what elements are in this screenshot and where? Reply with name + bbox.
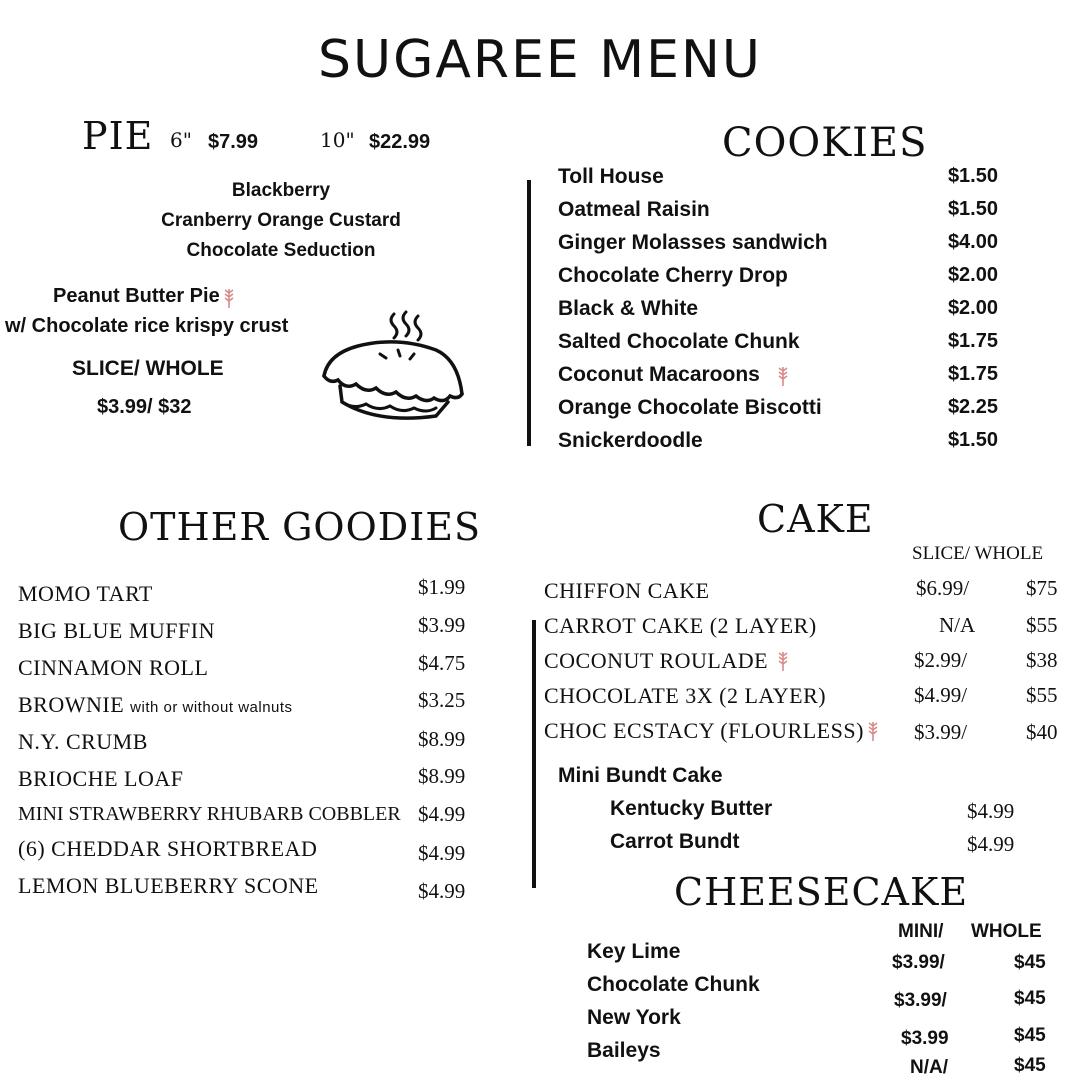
cake-column-label: SLICE/ WHOLE bbox=[912, 543, 1044, 564]
goodie-name: MOMO TART bbox=[18, 581, 153, 606]
cake-name: CHIFFON CAKE bbox=[544, 578, 710, 603]
goodie-name: MINI STRAWBERRY RHUBARB COBBLER bbox=[18, 803, 401, 825]
cake-heading: CAKE bbox=[757, 497, 874, 541]
pie-size-small: 6" bbox=[170, 128, 192, 152]
bundt-price: $4.99 bbox=[967, 799, 1015, 823]
cookie-price: $1.75 bbox=[947, 363, 998, 385]
cheesecake-name: Key Lime bbox=[587, 940, 681, 963]
pie-special-desc: w/ Chocolate rice krispy crust bbox=[5, 315, 289, 337]
cheesecake-heading: CHEESECAKE bbox=[674, 870, 969, 914]
cake-whole-price: $75 bbox=[1026, 576, 1058, 600]
cookie-price: $1.50 bbox=[947, 198, 998, 220]
pie-slice-whole-price: $3.99/ $32 bbox=[97, 396, 192, 418]
pie-heading: PIE bbox=[82, 114, 154, 158]
cookie-name: Salted Chocolate Chunk bbox=[558, 330, 800, 353]
goodie-price: $4.75 bbox=[418, 651, 466, 675]
cookie-name: Oatmeal Raisin bbox=[558, 198, 710, 221]
cheesecake-whole-price: $45 bbox=[1014, 952, 1046, 973]
cookie-name: Ginger Molasses sandwich bbox=[558, 231, 828, 254]
cheesecake-whole-price: $45 bbox=[1014, 1025, 1046, 1046]
cookies-heading: COOKIES bbox=[722, 120, 928, 166]
pie-icon bbox=[318, 306, 468, 430]
cake-with-icon bbox=[544, 718, 880, 744]
goodie-name: BROWNIE bbox=[18, 692, 125, 717]
cake-whole-price: $55 bbox=[1026, 683, 1058, 707]
cheesecake-whole-price: $45 bbox=[1014, 988, 1046, 1009]
cake-whole-price: $40 bbox=[1026, 720, 1058, 744]
other-goodies-heading: OTHER GOODIES bbox=[118, 505, 481, 549]
goodie-price: $3.25 bbox=[418, 688, 466, 712]
cookie-name: Snickerdoodle bbox=[558, 429, 703, 452]
cookie-name-with-icon bbox=[558, 363, 790, 387]
bundt-name: Kentucky Butter bbox=[610, 797, 773, 820]
cheesecake-name: Chocolate Chunk bbox=[587, 973, 760, 996]
cookies-divider bbox=[527, 180, 531, 446]
pie-special-name: Peanut Butter Pie bbox=[53, 285, 220, 307]
wheat-icon bbox=[222, 285, 236, 309]
cookie-price: $2.00 bbox=[947, 264, 998, 286]
goodie-name: (6) CHEDDAR SHORTBREAD bbox=[18, 836, 318, 861]
wheat-icon bbox=[776, 648, 790, 672]
goodie-price: $8.99 bbox=[418, 727, 466, 751]
cheesecake-mini-price: N/A/ bbox=[910, 1057, 948, 1078]
cookie-name: Chocolate Cherry Drop bbox=[558, 264, 788, 287]
goodie-name: CINNAMON ROLL bbox=[18, 655, 209, 680]
wheat-icon bbox=[776, 363, 790, 387]
cookie-price: $2.00 bbox=[947, 297, 998, 319]
cheesecake-col-mini: MINI/ bbox=[898, 921, 944, 942]
goodie-name: BIG BLUE MUFFIN bbox=[18, 618, 215, 643]
cookie-price: $1.75 bbox=[947, 330, 998, 352]
cookie-name: Black & White bbox=[558, 297, 699, 320]
pie-flavor-item: Chocolate Seduction bbox=[186, 240, 376, 261]
goodie-price: $4.99 bbox=[418, 802, 466, 826]
cheesecake-mini-price: $3.99/ bbox=[894, 990, 947, 1011]
goodie-price: $1.99 bbox=[418, 575, 466, 599]
cheesecake-name: New York bbox=[587, 1006, 681, 1029]
cookie-name: Toll House bbox=[558, 165, 664, 188]
pie-price-small: $7.99 bbox=[208, 131, 259, 153]
goodie-name: LEMON BLUEBERRY SCONE bbox=[18, 873, 319, 898]
cheesecake-mini-price: $3.99/ bbox=[892, 952, 945, 973]
goodie-price: $4.99 bbox=[418, 879, 466, 903]
pie-slice-whole-label: SLICE/ WHOLE bbox=[72, 357, 224, 380]
cake-name: CHOC ECSTACY (FLOURLESS) bbox=[544, 718, 864, 743]
goodie-price: $4.99 bbox=[418, 841, 466, 865]
cake-slice-price: N/A bbox=[939, 613, 976, 637]
pie-price-large: $22.99 bbox=[369, 131, 431, 153]
cake-slice-price: $4.99/ bbox=[914, 683, 968, 707]
goodie-price: $8.99 bbox=[418, 764, 466, 788]
cookie-name: Orange Chocolate Biscotti bbox=[558, 396, 822, 419]
cake-whole-price: $55 bbox=[1026, 613, 1058, 637]
cookie-price: $1.50 bbox=[947, 429, 998, 451]
cookie-price: $4.00 bbox=[947, 231, 998, 253]
cake-name: CHOCOLATE 3X (2 LAYER) bbox=[544, 683, 827, 708]
pie-flavor-item: Cranberry Orange Custard bbox=[161, 210, 401, 231]
cookie-name: Coconut Macaroons bbox=[558, 363, 760, 386]
cake-slice-price: $6.99/ bbox=[916, 576, 970, 600]
goodie-name: BRIOCHE LOAF bbox=[18, 766, 184, 791]
goodie-with-note bbox=[18, 692, 293, 718]
bundt-price: $4.99 bbox=[967, 832, 1015, 856]
cake-name: CARROT CAKE (2 LAYER) bbox=[544, 613, 817, 638]
cake-slice-price: $2.99/ bbox=[914, 648, 968, 672]
goodie-note: with or without walnuts bbox=[130, 699, 293, 716]
bundt-name: Carrot Bundt bbox=[610, 830, 740, 853]
cookie-price: $2.25 bbox=[947, 396, 998, 418]
goodie-price: $3.99 bbox=[418, 613, 466, 637]
cake-with-icon bbox=[544, 648, 790, 674]
pie-size-large: 10" bbox=[320, 128, 355, 152]
pie-flavor-item: Blackberry bbox=[231, 180, 331, 201]
bundt-heading: Mini Bundt Cake bbox=[558, 764, 723, 787]
pie-special bbox=[53, 285, 236, 309]
cheesecake-col-whole: WHOLE bbox=[971, 921, 1042, 942]
cheesecake-mini-price: $3.99 bbox=[901, 1028, 949, 1049]
cake-name: COCONUT ROULADE bbox=[544, 648, 769, 673]
wheat-icon bbox=[866, 718, 880, 742]
cheesecake-whole-price: $45 bbox=[1014, 1055, 1046, 1076]
goodie-name: N.Y. CRUMB bbox=[18, 729, 148, 754]
cake-divider bbox=[532, 620, 536, 888]
cake-whole-price: $38 bbox=[1026, 648, 1058, 672]
cheesecake-name: Baileys bbox=[587, 1039, 661, 1062]
cookie-price: $1.50 bbox=[947, 165, 998, 187]
menu-title: SUGAREE MENU bbox=[318, 30, 762, 90]
cake-slice-price: $3.99/ bbox=[914, 720, 968, 744]
